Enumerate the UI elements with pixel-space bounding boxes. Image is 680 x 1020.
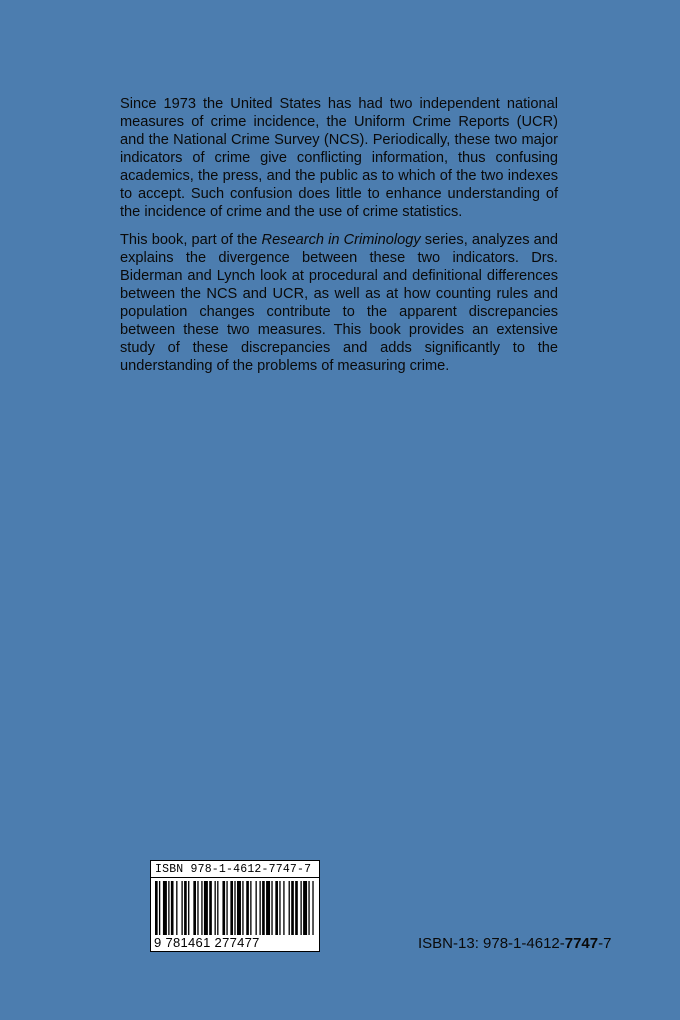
barcode-bar xyxy=(242,881,243,939)
barcode-bar xyxy=(193,881,196,939)
barcode-digits: 9 781461 277477 xyxy=(151,935,319,951)
barcode-bar xyxy=(289,881,290,939)
isbn13-prefix: ISBN-13: 978-1-4612- xyxy=(418,935,565,952)
barcode-bar xyxy=(215,881,216,939)
barcode-bar xyxy=(275,881,278,939)
barcode-bar xyxy=(255,881,256,939)
barcode-bar xyxy=(295,881,298,939)
barcode-bar xyxy=(217,881,218,939)
barcode-bar xyxy=(279,881,280,939)
barcode-bar xyxy=(204,881,208,939)
barcode-bar xyxy=(188,881,189,939)
barcode-bar xyxy=(234,881,235,939)
barcode-bar xyxy=(262,881,265,939)
barcode-isbn-text: ISBN 978-1-4612-7747-7 xyxy=(151,861,319,878)
isbn13-suffix: -7 xyxy=(598,935,612,952)
barcode-bar xyxy=(226,881,227,939)
barcode-bar xyxy=(209,881,212,939)
barcode-bar xyxy=(246,881,249,939)
barcode-bar xyxy=(155,881,158,939)
barcode-bar xyxy=(237,881,241,939)
barcode-bar xyxy=(291,881,294,939)
barcode-bar xyxy=(201,881,202,939)
barcode-bar xyxy=(308,881,309,939)
blurb-p2-before: This book, part of the xyxy=(120,232,262,248)
series-title: Research in Criminology xyxy=(261,232,421,248)
barcode-bar xyxy=(184,881,187,939)
barcode-bar xyxy=(181,881,182,939)
blurb-paragraph-2 xyxy=(120,231,558,375)
barcode-bar xyxy=(266,881,270,939)
barcode-bar xyxy=(159,881,160,939)
barcode-bars xyxy=(155,881,315,939)
barcode-bar xyxy=(303,881,307,939)
barcode-bar xyxy=(168,881,169,939)
barcode-bar xyxy=(163,881,167,939)
barcode-label xyxy=(150,860,320,952)
barcode-bar xyxy=(176,881,177,939)
barcode-bar xyxy=(230,881,233,939)
back-cover-blurb xyxy=(120,95,558,385)
barcode-bar xyxy=(197,881,198,939)
barcode-bar xyxy=(171,881,174,939)
blurb-p2-after: series, analyzes and explains the divergence between these two indicators. Drs. Biderman and Lynch look at procedural and definitional differences between the NCS and UCR, as well as at how counting rules and population changes contribute to the apparent discrepancies between these two measures. This book provides an extensive study of these discrepancies and adds significantly to the understanding of the problems of measuring crime. xyxy=(120,232,558,374)
barcode-bar xyxy=(259,881,260,939)
barcode-bar xyxy=(271,881,272,939)
isbn13-bold-part: 7747 xyxy=(564,935,599,952)
barcode-bar xyxy=(300,881,301,939)
barcode-bar xyxy=(222,881,225,939)
blurb-paragraph-1: Since 1973 the United States has had two independent national measures of crime incidence, the Uniform Crime Reports (UCR) and the National Crime Survey (NCS). Periodically, these two major indicators of crime give conflicting information, thus confusing academics, the press, and the public as to which of the two indexes to accept. Such confusion does little to enhance understanding of the incidence of crime and the use of crime statistics. xyxy=(120,96,558,220)
barcode-bar xyxy=(250,881,251,939)
barcode-bar xyxy=(283,881,284,939)
isbn-13 xyxy=(418,935,611,953)
barcode-bar xyxy=(312,881,313,939)
